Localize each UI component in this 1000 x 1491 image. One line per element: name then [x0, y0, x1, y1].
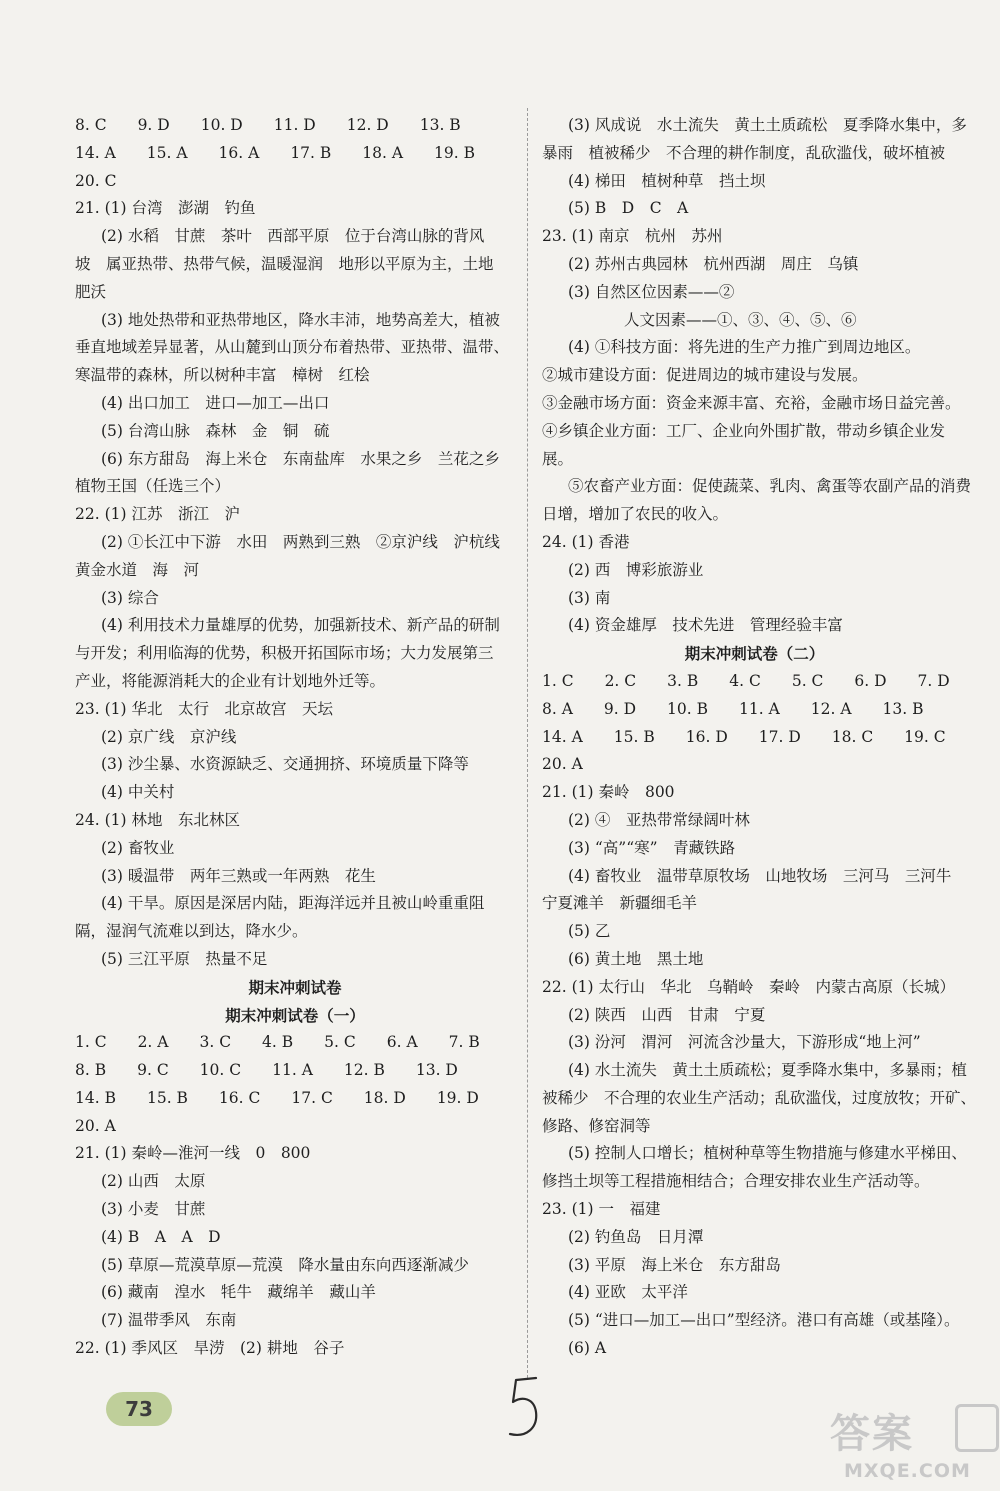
answer-line: (4) 水土流失 黄土土质疏松；夏季降水集中，多暴雨；植	[568, 1061, 967, 1080]
answer-line: (5) 三江平原 热量不足	[101, 949, 268, 968]
answer-line: 21. (1) 台湾 澎湖 钓鱼	[75, 199, 256, 218]
answer-line: ⑤农畜产业方面：促使蔬菜、乳肉、禽蛋等农副产品的消费	[568, 477, 972, 496]
answer-line: 宁夏滩羊 新疆细毛羊	[542, 894, 698, 913]
answer-line: 22. (1) 季风区 旱涝 (2) 耕地 谷子	[75, 1339, 345, 1358]
page-number-badge	[106, 1392, 172, 1426]
section-heading: 期末冲刺试卷（二）	[684, 644, 825, 664]
answer-line: (6) A	[568, 1339, 607, 1358]
answer-line: 23. (1) 南京 杭州 苏州	[542, 227, 723, 246]
answer-line: (3) 风成说 水土流失 黄土土质疏松 夏季降水集中，多	[568, 116, 967, 134]
answer-line: ③金融市场方面：资金来源丰富、充裕，金融市场日益完善。	[542, 393, 961, 412]
answer-line: (5) 台湾山脉 森林 金 铜 硫	[101, 421, 330, 440]
answer-line: (7) 温带季风 东南	[101, 1311, 237, 1330]
answer-line: (2) 山西 太原	[101, 1172, 206, 1191]
answer-line: (3) 暖温带 两年三熟或一年两熟 花生	[101, 866, 376, 885]
answer-line: (4) 资金雄厚 技术先进 管理经验丰富	[568, 616, 843, 635]
answer-line: 1. C 2. C 3. B 4. C 5. C 6. D 7. D	[542, 671, 950, 690]
answer-line: 24. (1) 林地 东北林区	[75, 810, 240, 829]
answer-line: (2) 畜牧业	[101, 838, 175, 857]
handwritten-five-mark	[500, 1372, 550, 1447]
answer-line: ④乡镇企业方面：工厂、企业向外围扩散，带动乡镇企业发	[542, 421, 946, 440]
answer-line: 隔，湿润气流难以到达，降水少。	[75, 922, 308, 941]
answer-line: (4) 利用技术力量雄厚的优势，加强新技术、新产品的研制	[101, 616, 500, 635]
watermark-url: MXQE.COM	[844, 1460, 971, 1482]
answer-line: 21. (1) 秦岭 800	[542, 783, 675, 802]
answer-line: 23. (1) 一 福建	[542, 1200, 661, 1219]
answer-line: (3) 平原 海上米仓 东方甜岛	[568, 1255, 781, 1274]
watermark-logo	[830, 1400, 995, 1488]
answer-line: (3) 沙尘暴、水资源缺乏、交通拥挤、环境质量下降等	[101, 755, 469, 774]
answer-line: (4) 畜牧业 温带草原牧场 山地牧场 三河马 三河牛	[568, 866, 952, 885]
answer-line: 寒温带的森林，所以树种丰富 樟树 红桧	[75, 366, 370, 385]
page-number: 73	[125, 1397, 153, 1421]
answer-line: 21. (1) 秦岭—淮河一线 0 800	[75, 1144, 311, 1163]
watermark-brand: 答案	[830, 1411, 914, 1457]
answer-line: 肥沃	[75, 282, 107, 301]
answer-line: (5) “进口—加工—出口”型经济。港口有高雄（或基隆）。	[568, 1311, 960, 1330]
answer-line: (2) ④ 亚热带常绿阔叶林	[568, 810, 750, 829]
answer-line: 14. B 15. B 16. C 17. C 18. D 19. D	[75, 1088, 479, 1107]
answer-line: 14. A 15. A 16. A 17. B 18. A 19. B	[75, 143, 476, 162]
section-heading: 期末冲刺试卷	[248, 977, 342, 997]
answer-line: (4) 中关村	[101, 783, 175, 802]
answer-line: ②城市建设方面：促进周边的城市建设与发展。	[542, 366, 868, 385]
answer-line: (3) “高”“寒” 青藏铁路	[568, 838, 736, 857]
answer-line: (4) ①科技方面：将先进的生产力推广到周边地区。	[568, 338, 921, 357]
left-column	[75, 112, 515, 1363]
answer-line: (4) 梯田 植树种草 挡土坝	[568, 171, 766, 190]
answer-line: 暴雨 植被稀少 不合理的耕作制度，乱砍滥伐，破坏植被	[542, 143, 946, 162]
answer-line: (4) B A A D	[101, 1227, 221, 1246]
answer-line: (5) 乙	[568, 922, 611, 941]
answer-line: 8. C 9. D 10. D 11. D 12. D 13. B	[75, 116, 461, 134]
answer-line: 修挡土坝等工程措施相结合；合理安排农业生产活动等。	[542, 1172, 930, 1191]
answer-line: (4) 出口加工 进口—加工—出口	[101, 393, 330, 412]
watermark-badge-icon	[955, 1404, 999, 1452]
answer-line: 24. (1) 香港	[542, 532, 630, 551]
answer-line: 垂直地域差异显著，从山麓到山顶分布着热带、亚热带、温带、	[75, 338, 510, 357]
answer-line: 产业，将能源消耗大的企业有计划地外迁等。	[75, 671, 386, 690]
answer-line: (6) 黄土地 黑土地	[568, 949, 704, 968]
answer-line: (6) 东方甜岛 海上米仓 东南盐库 水果之乡 兰花之乡	[101, 449, 500, 468]
answer-line: (2) 京广线 京沪线	[101, 727, 237, 746]
answer-line: 20. A	[75, 1116, 116, 1135]
answer-line: 修路、修窑洞等	[542, 1116, 651, 1135]
answer-line: 日增，增加了农民的收入。	[542, 505, 729, 524]
answer-line: 8. B 9. C 10. C 11. A 12. B 13. D	[75, 1061, 458, 1080]
answer-line: 22. (1) 太行山 华北 乌鞘岭 秦岭 内蒙古高原（长城）	[542, 977, 955, 996]
answer-line: 人文因素——①、③、④、⑤、⑥	[624, 310, 857, 329]
answer-line: 8. A 9. D 10. B 11. A 12. A 13. B	[542, 699, 924, 718]
answer-line: (2) 西 博彩旅游业	[568, 560, 704, 579]
section-heading: 期末冲刺试卷（一）	[225, 1005, 365, 1025]
answer-line: (5) B D C A	[568, 199, 689, 218]
answer-line: 与开发；利用临海的优势，积极开拓国际市场；大力发展第三	[75, 644, 494, 663]
column-divider	[527, 108, 528, 1378]
answer-line: (2) 苏州古典园林 杭州西湖 周庄 乌镇	[568, 254, 859, 273]
answer-line: 20. A	[542, 755, 583, 774]
answer-line: 被稀少 不合理的农业生产活动；乱砍滥伐，过度放牧；开矿、	[542, 1088, 977, 1107]
right-column	[542, 112, 977, 1363]
answer-line: (5) 控制人口增长；植树种草等生物措施与修建水平梯田、	[568, 1144, 967, 1163]
answer-line: (2) 钓鱼岛 日月潭	[568, 1227, 704, 1246]
answer-line: 黄金水道 海 河	[75, 560, 200, 579]
answer-line: 22. (1) 江苏 浙江 沪	[75, 505, 240, 524]
answer-line: 14. A 15. B 16. D 17. D 18. C 19. C	[542, 727, 946, 746]
answer-line: 展。	[542, 449, 574, 468]
answer-line: (3) 地处热带和亚热带地区，降水丰沛，地势高差大，植被	[101, 310, 500, 329]
answer-line: 1. C 2. A 3. C 4. B 5. C 6. A 7. B	[75, 1033, 480, 1052]
answer-line: (4) 干旱。原因是深居内陆，距海洋远并且被山岭重重阻	[101, 894, 485, 913]
answer-line: (4) 亚欧 太平洋	[568, 1283, 688, 1302]
answer-line: (5) 草原—荒漠草原—荒漠 降水量由东向西逐渐减少	[101, 1255, 469, 1274]
answer-line: 植物王国（任选三个）	[75, 477, 231, 496]
answer-line: 23. (1) 华北 太行 北京故宫 天坛	[75, 699, 333, 718]
answer-line: (2) ①长江中下游 水田 两熟到三熟 ②京沪线 沪杭线	[101, 532, 500, 551]
answer-line: (3) 汾河 渭河 河流含沙量大，下游形成“地上河”	[568, 1033, 921, 1052]
answer-line: (3) 小麦 甘蔗	[101, 1200, 206, 1219]
answer-line: (2) 水稻 甘蔗 茶叶 西部平原 位于台湾山脉的背风	[101, 227, 485, 246]
answer-line: 坡 属亚热带、热带气候，温暖湿润 地形以平原为主，土地	[75, 254, 494, 273]
answer-line: (3) 综合	[101, 588, 159, 607]
answer-line: 20. C	[75, 171, 117, 190]
answer-line: (6) 藏南 湟水 牦牛 藏绵羊 藏山羊	[101, 1283, 376, 1302]
answer-line: (3) 自然区位因素——②	[568, 282, 735, 301]
answer-line: (2) 陕西 山西 甘肃 宁夏	[568, 1005, 766, 1024]
answer-line: (3) 南	[568, 588, 611, 607]
